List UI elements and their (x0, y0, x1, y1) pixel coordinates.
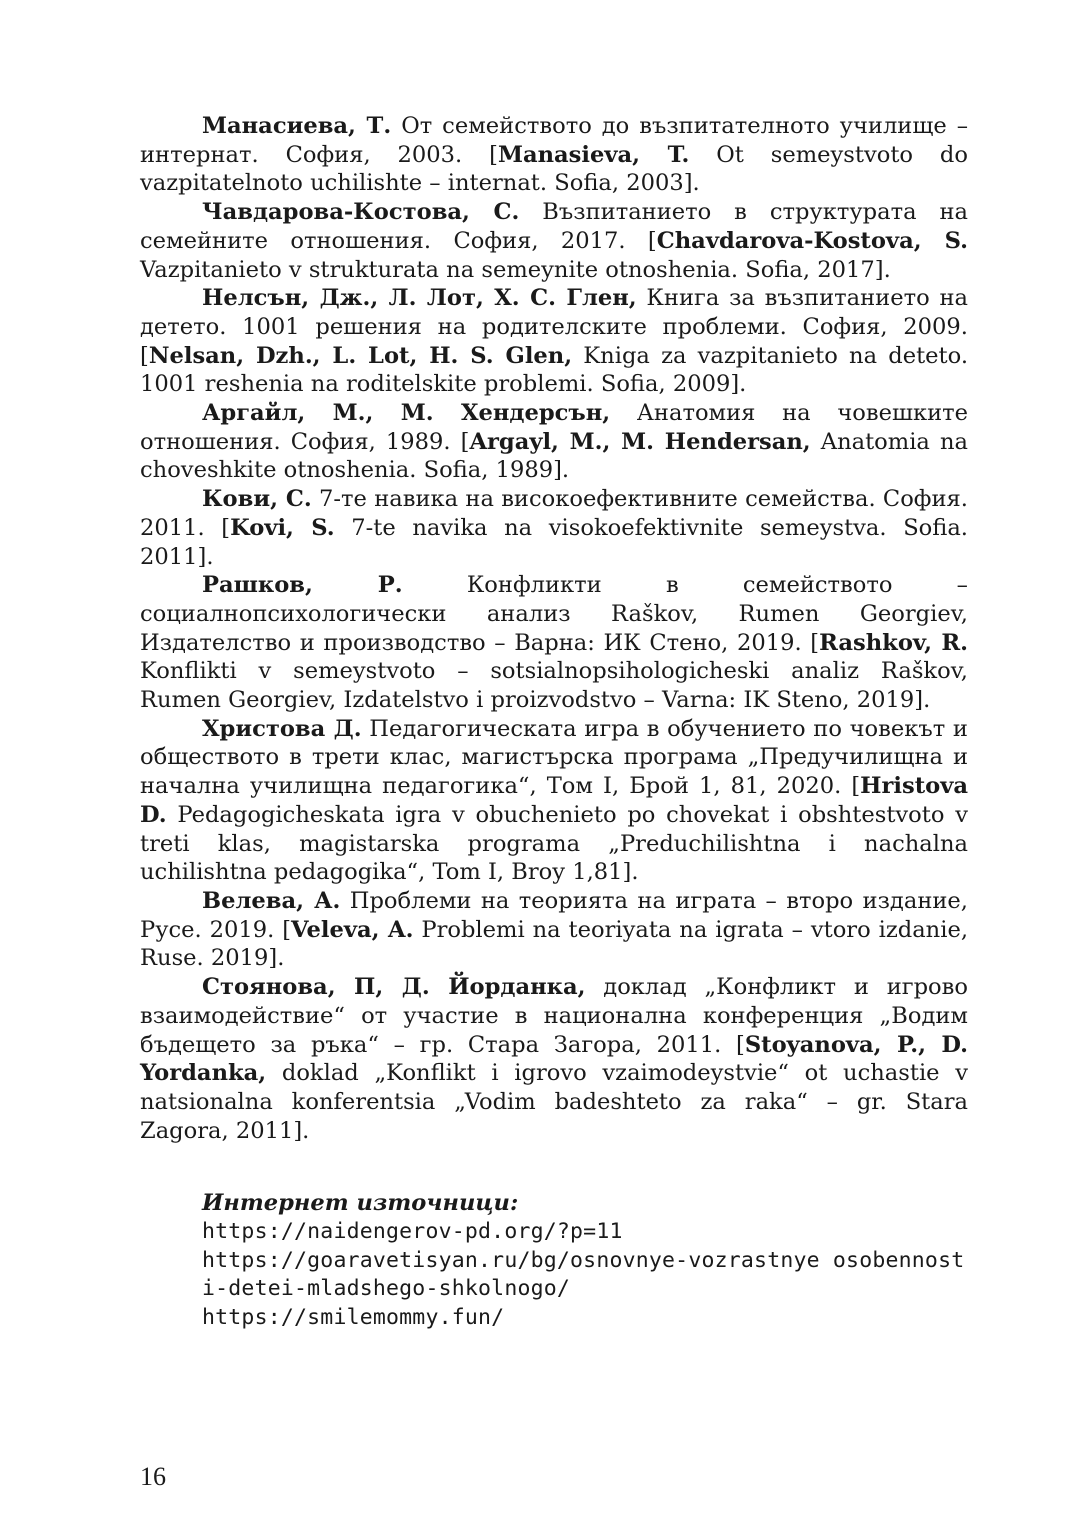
source-link[interactable]: https://naidengerov-pd.org/?p=11 (202, 1219, 623, 1245)
reference-author-bg: Чавдарова-Костова, С. (202, 199, 520, 226)
reference-author-bg: Манасиева, Т. (202, 113, 392, 139)
reference-entry (140, 112, 968, 198)
reference-author-bg: Велева, А. (202, 887, 341, 914)
page-number: 16 (140, 1462, 166, 1491)
source-link[interactable]: https://smilemommy.fun/ (202, 1305, 505, 1331)
reference-text-bg: Анатомия на човешките отношения. София, 1989. [ (140, 400, 969, 455)
reference-entry (140, 284, 968, 399)
reference-text-translit: Ot semeystvoto do vazpitatelnoto uchilishte – internat. Sofia, 2003]. (140, 141, 968, 197)
reference-text-translit: doklad „Konflikt i igrovo vzaimodeystvie“ ot uchastie v natsionalna konferentsia „Vodim badeshteto za raka“ – gr. Stara Zagora, 2011]. (140, 1060, 968, 1144)
reference-author-translit: Chavdarova-Kostova, S. (656, 227, 968, 254)
internet-sources-heading: Интернет източници: (202, 1190, 519, 1217)
reference-text-translit: Konflikti v semeystvoto – sotsialnopsihologicheski analiz Raškov, Rumen Georgiev, Izdatelstvo i proizvodstvo – Varna: IK Steno, 2019]. (140, 658, 968, 714)
reference-text-bg: От семейството до възпитателното училище – интернат. София, 2003. [ (140, 113, 968, 168)
reference-text-translit: Problemi na teoriyata na igrata – vtoro izdanie, Ruse. 2019]. (140, 916, 969, 972)
reference-author-translit: Rashkov, R. (819, 629, 969, 656)
reference-text-bg: 7-те навика на високоефективните семейства. София. 2011. [ (140, 486, 968, 541)
reference-entry (140, 973, 968, 1145)
reference-text-bg: Книга за възпитанието на детето. 1001 решения на родителските проблеми. София, 2009. [ (140, 285, 968, 369)
reference-author-translit: Nelsan, Dzh., L. Lot, H. S. Glen, (148, 342, 573, 369)
reference-entry (140, 485, 968, 571)
source-link[interactable]: https://goaravetisyan.ru/bg/osnovnye-vozrastnye osobennosti-detei-mladshego-shkolnogo/ (202, 1247, 965, 1302)
reference-entry (140, 399, 968, 485)
internet-sources (140, 1189, 968, 1333)
reference-author-translit: Veleva, A. (291, 916, 414, 943)
reference-text-translit: Kniga za vazpitanieto na deteto. 1001 reshenia na roditelskite problemi. Sofia, 2009]. (140, 342, 969, 398)
reference-text-bg: Педагогическата игра в обучението по човекът и обществото в трети клас, магистърска програма „Предучилищна и начална училищна педагогика“, Том I, Брой 1, 81, 2020. [ (140, 715, 968, 800)
reference-author-bg: Стоянова, П, Д. Йорданка, (202, 974, 586, 1001)
reference-entry (140, 571, 968, 715)
reference-author-bg: Нелсън, Дж., Л. Лот, Х. С. Глен, (202, 285, 637, 312)
reference-author-bg: Аргайл, М., М. Хендерсън, (202, 400, 611, 427)
reference-author-translit: Kovi, S. (230, 514, 335, 541)
reference-entry (140, 198, 968, 284)
reference-text-bg: доклад „Конфликт и игрово взаимодействие“ от участие в национална конференция „Водим бъдещето за ръка“ – гр. Стара Загора, 2011. [ (140, 974, 968, 1058)
reference-text-translit: 7-te navika na visokoefektivnite semeystva. Sofia. 2011]. (140, 514, 968, 570)
reference-entry (140, 715, 968, 887)
reference-author-translit: Stoyanova, P., D. Yordanka, (140, 1031, 968, 1087)
reference-author-translit: Argayl, M., M. Hendersan, (469, 428, 811, 455)
reference-text-bg: Проблеми на теорията на играта – второ издание, Русе. 2019. [ (140, 887, 968, 943)
reference-list (140, 112, 968, 1145)
bibliography-page (140, 112, 968, 1333)
reference-text-bg: Възпитанието в структурата на семейните отношения. София, 2017. [ (140, 199, 968, 254)
reference-entry (140, 887, 968, 973)
reference-author-translit: Manasieva, T. (497, 141, 690, 168)
reference-author-bg: Христова Д. (202, 715, 362, 742)
reference-author-bg: Рашков, Р. (202, 572, 403, 599)
reference-text-translit: Anatomia na choveshkite otnoshenia. Sofia, 1989]. (140, 428, 968, 484)
reference-author-bg: Кови, С. (202, 486, 312, 513)
reference-text-translit: Pedagogicheskata igra v obuchenieto po chovekat i obshtestvoto v treti klas, magistarska programa „Preduchilishtna i nachalna uchilishtna pedagogika“, Tom I, Broy 1,81]. (140, 801, 968, 886)
reference-text-bg: Конфликти в семейството – социалнопсихологически анализ Raškov, Rumen Georgiev, Издателство и производство – Варна: ИК Стено, 2019. [ (140, 572, 968, 656)
reference-text-translit: Vazpitanieto v strukturata na semeynite otnoshenia. Sofia, 2017]. (140, 256, 891, 283)
reference-author-translit: Hristova D. (140, 773, 968, 828)
